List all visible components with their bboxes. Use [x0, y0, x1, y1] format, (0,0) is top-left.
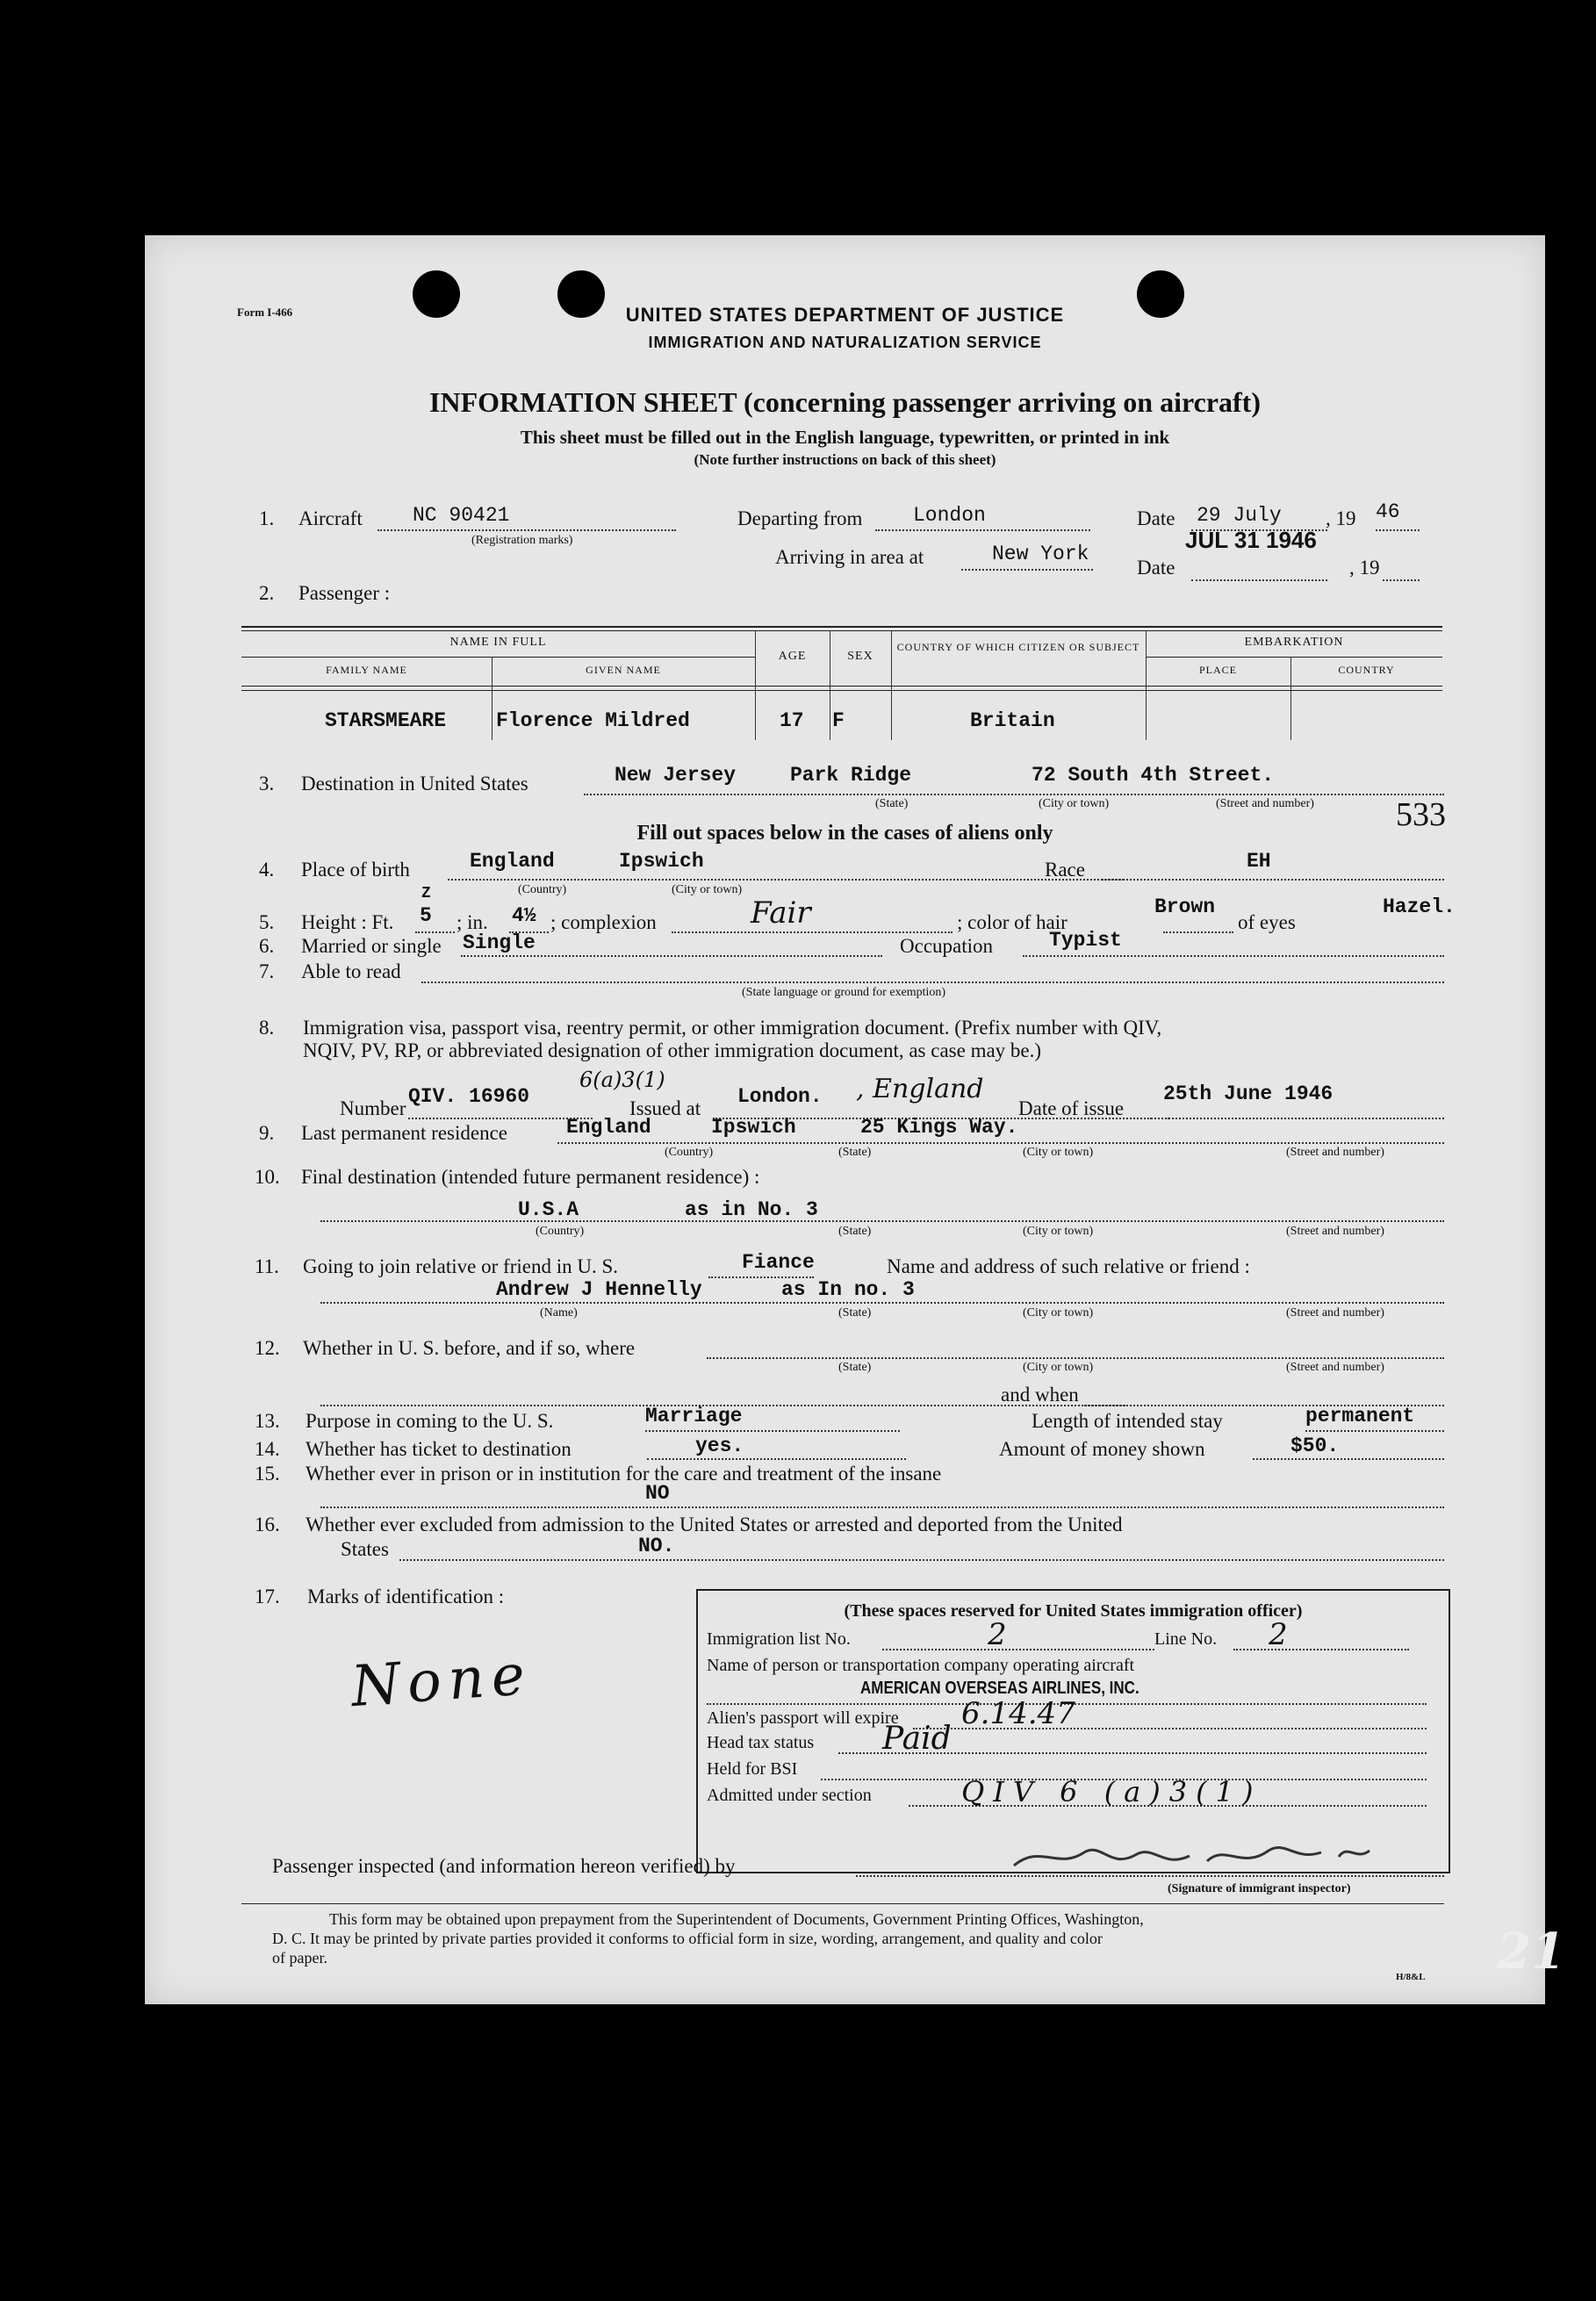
excluded-value[interactable]: NO.	[638, 1535, 675, 1557]
birth-city[interactable]: Ipswich	[619, 850, 704, 873]
destination-city[interactable]: Park Ridge	[790, 764, 912, 787]
complexion-value[interactable]: Fair	[751, 895, 811, 931]
relative-label: Going to join relative or friend in U. S.	[303, 1255, 618, 1277]
sub-street: (Street and number)	[1286, 1306, 1384, 1319]
item-number: 14.	[255, 1438, 280, 1460]
relative-name[interactable]: Andrew J Hennelly	[496, 1278, 702, 1301]
date-label: Date	[1137, 507, 1175, 529]
purpose-label: Purpose in coming to the U. S.	[306, 1410, 554, 1432]
money-value[interactable]: $50.	[1290, 1435, 1340, 1457]
excluded-label-2: States	[341, 1538, 389, 1560]
document-text-2: NQIV, PV, RP, or abbreviated designation of other immigration document, as case may be.)	[303, 1039, 1042, 1061]
form-sheet	[145, 235, 1545, 2004]
identification-value[interactable]: None	[349, 1642, 534, 1721]
table-header-age: AGE	[778, 650, 807, 663]
arriving-label: Arriving in area at	[775, 546, 924, 568]
date-year-prefix: , 19	[1326, 507, 1356, 529]
table-header-given: GIVEN NAME	[586, 664, 661, 676]
sub-street: (Street and number)	[1216, 797, 1314, 810]
passenger-given-name[interactable]: Florence Mildred	[496, 709, 690, 732]
tax-label: Head tax status	[707, 1733, 815, 1752]
identification-label: Marks of identification :	[307, 1586, 505, 1607]
officer-heading: (These spaces reserved for United States immigration officer)	[844, 1601, 1303, 1621]
table-header-sex: SEX	[847, 650, 873, 663]
height-feet[interactable]: 5	[420, 904, 432, 927]
departing-label: Departing from	[737, 507, 863, 529]
item-number: 7.	[259, 960, 275, 982]
residence-street[interactable]: 25 Kings Way.	[860, 1116, 1018, 1139]
stay-label: Length of intended stay	[1032, 1410, 1223, 1432]
footer-code: H/8&L	[1396, 1972, 1426, 1982]
aircraft-value[interactable]: NC 90421	[413, 504, 510, 527]
item-number: 5.	[259, 911, 275, 933]
line-label: Line No.	[1154, 1629, 1218, 1649]
sub-state: (State)	[838, 1146, 872, 1159]
inspected-label: Passenger inspected (and information hereon verified) by	[272, 1855, 736, 1877]
passenger-sex[interactable]: F	[832, 709, 845, 732]
ticket-value[interactable]: yes.	[695, 1435, 744, 1457]
form-subtitle: This sheet must be filled out in the English language, typewritten, or printed in ink	[520, 427, 1170, 448]
residence-city[interactable]: Ipswich	[711, 1116, 796, 1139]
item-number: 10.	[255, 1166, 280, 1188]
sub-city: (City or town)	[1023, 1225, 1094, 1238]
marital-value[interactable]: Single	[463, 931, 536, 954]
item-number: 12.	[255, 1337, 280, 1359]
table-header-emb-country: COUNTRY	[1338, 664, 1395, 676]
race-label: Race	[1045, 859, 1085, 881]
sub-city: (City or town)	[1023, 1361, 1094, 1374]
table-header-name: NAME IN FULL	[449, 636, 547, 649]
item-number: 17.	[255, 1586, 280, 1607]
item-number: 4.	[259, 859, 275, 881]
form-number: Form I-466	[237, 306, 293, 319]
passenger-age[interactable]: 17	[780, 709, 804, 732]
item-number: 11.	[255, 1255, 279, 1277]
aliens-heading: Fill out spaces below in the cases of aliens only	[636, 822, 1053, 845]
read-label: Able to read	[301, 960, 401, 982]
excluded-label: Whether ever excluded from admission to the United States or arrested and deported from the United	[306, 1514, 1123, 1535]
item-number: 3.	[259, 773, 275, 795]
sub-country: (Country)	[518, 883, 567, 896]
destination-state[interactable]: New Jersey	[615, 764, 737, 787]
table-header-place: PLACE	[1198, 664, 1237, 676]
race-value[interactable]: EH	[1247, 850, 1271, 873]
hair-label: ; color of hair	[957, 911, 1068, 933]
sub-city: (City or town)	[1023, 1146, 1094, 1159]
item-number: 8.	[259, 1017, 275, 1039]
tax-value[interactable]: Paid	[882, 1721, 952, 1757]
item-number: 15.	[255, 1463, 280, 1485]
residence-country[interactable]: England	[566, 1116, 651, 1139]
final-destination-label: Final destination (intended future permanent residence) :	[301, 1166, 760, 1188]
passenger-country[interactable]: Britain	[970, 709, 1055, 732]
item-number: 9.	[259, 1122, 275, 1144]
footer-line-1: This form may be obtained upon prepayment from the Superintendent of Documents, Government Printing Offices, Washington,	[329, 1910, 1144, 1928]
final-rest[interactable]: as in No. 3	[685, 1198, 818, 1221]
table-header-country: COUNTRY OF WHICH CITIZEN OR SUBJECT	[896, 641, 1140, 653]
sub-street: (Street and number)	[1286, 1146, 1384, 1159]
sub-state: (State)	[875, 797, 909, 810]
prison-value[interactable]: NO	[645, 1482, 670, 1505]
issued-label: Issued at	[629, 1097, 701, 1119]
departing-value[interactable]: London	[913, 504, 986, 527]
issued-handwritten: , England	[856, 1074, 984, 1104]
form-title: INFORMATION SHEET (concerning passenger arriving on aircraft)	[429, 386, 1261, 418]
item-number: 16.	[255, 1514, 280, 1535]
height-inches[interactable]: 4½	[512, 904, 536, 927]
corner-number: 21	[1497, 1923, 1565, 1981]
item-number: 13.	[255, 1410, 280, 1432]
complexion-label: ; complexion	[550, 911, 657, 933]
aircraft-label: Aircraft	[298, 507, 363, 529]
height-mark: Z	[421, 885, 431, 902]
hair-value[interactable]: Brown	[1154, 895, 1216, 918]
birthplace-label: Place of birth	[301, 859, 410, 881]
money-label: Amount of money shown	[999, 1438, 1205, 1460]
section-label: Admitted under section	[707, 1786, 872, 1805]
date2-suffix: , 19	[1349, 557, 1380, 579]
department-name: UNITED STATES DEPARTMENT OF JUSTICE	[625, 304, 1065, 326]
document-text-1: Immigration visa, passport visa, reentry permit, or other immigration document. (Prefix number with QIV,	[303, 1017, 1162, 1039]
passenger-label: Passenger :	[298, 582, 391, 604]
final-country[interactable]: U.S.A	[518, 1198, 579, 1221]
issued-at[interactable]: London.	[737, 1085, 823, 1108]
occupation-label: Occupation	[900, 935, 994, 957]
date-value[interactable]: 29 July	[1197, 504, 1282, 527]
destination-label: Destination in United States	[301, 773, 528, 795]
relation-value[interactable]: Fiance	[742, 1251, 815, 1274]
sub-street: (Street and number)	[1286, 1225, 1384, 1238]
issue-date[interactable]: 25th June 1946	[1163, 1082, 1334, 1105]
purpose-value[interactable]: Marriage	[645, 1405, 743, 1427]
bsi-label: Held for BSI	[707, 1759, 798, 1779]
arriving-value[interactable]: New York	[992, 543, 1089, 565]
sub-state: (State)	[838, 1225, 872, 1238]
date-year[interactable]: 46	[1376, 500, 1400, 523]
footer-line-3: of paper.	[272, 1949, 327, 1967]
sub-country: (Country)	[536, 1225, 585, 1238]
height-in-label: ; in.	[457, 911, 488, 933]
ticket-label: Whether has ticket to destination	[306, 1438, 572, 1460]
relative-rest[interactable]: as In no. 3	[781, 1278, 915, 1301]
form-note: (Note further instructions on back of this sheet)	[694, 451, 996, 468]
aircraft-sub: (Registration marks)	[471, 534, 573, 547]
footer-line-2: D. C. It may be printed by private parties provided it conforms to official form in size, wording, arrangement, and quality and color	[272, 1930, 1103, 1947]
occupation-value[interactable]: Typist	[1049, 929, 1122, 952]
carrier-label: Name of person or transportation company operating aircraft	[707, 1656, 1135, 1675]
item-number: 6.	[259, 935, 275, 957]
list-label: Immigration list No.	[707, 1629, 851, 1649]
sub-state: (State)	[838, 1361, 872, 1374]
read-sub: (State language or ground for exemption)	[742, 986, 946, 999]
sub-street: (Street and number)	[1286, 1361, 1384, 1374]
passenger-family-name[interactable]: STARSMEARE	[325, 709, 447, 732]
stay-value[interactable]: permanent	[1305, 1405, 1415, 1427]
marital-label: Married or single	[301, 935, 442, 957]
sub-name: (Name)	[540, 1306, 578, 1319]
line-value[interactable]: 2	[1269, 1617, 1288, 1652]
when-label: and when	[1001, 1384, 1079, 1406]
relative-name-label: Name and address of such relative or friend :	[887, 1255, 1250, 1277]
list-value[interactable]: 2	[988, 1617, 1007, 1652]
service-name: IMMIGRATION AND NATURALIZATION SERVICE	[648, 334, 1042, 351]
date2-label: Date	[1137, 557, 1175, 579]
height-label: Height : Ft.	[301, 911, 394, 933]
doc-number-handwritten: 6(a)3(1)	[579, 1068, 665, 1092]
issue-date-label: Date of issue	[1018, 1097, 1125, 1119]
signature-sub: (Signature of immigrant inspector)	[1168, 1882, 1351, 1895]
before-label: Whether in U. S. before, and if so, where	[303, 1337, 636, 1359]
sub-city: (City or town)	[1039, 797, 1110, 810]
section-value[interactable]: QIV 6 (a)3(1)	[961, 1775, 1262, 1808]
item-number: 1.	[259, 507, 275, 529]
eyes-value[interactable]: Hazel.	[1383, 895, 1456, 918]
date-stamp: JUL 31 1946	[1185, 527, 1317, 553]
carrier-value[interactable]: AMERICAN OVERSEAS AIRLINES, INC.	[860, 1679, 1139, 1698]
table-header-family: FAMILY NAME	[326, 664, 407, 676]
passport-label: Alien's passport will expire	[707, 1708, 899, 1728]
doc-number-label: Number	[340, 1097, 406, 1119]
eyes-label: of eyes	[1238, 911, 1296, 933]
residence-label: Last permanent residence	[301, 1122, 507, 1144]
table-header-embarkation: EMBARKATION	[1244, 636, 1344, 649]
sub-city: (City or town)	[672, 883, 743, 896]
page-number: 533	[1396, 796, 1446, 833]
prison-label: Whether ever in prison or in institution for the care and treatment of the insane	[306, 1463, 942, 1485]
sub-country: (Country)	[665, 1146, 714, 1159]
birth-country[interactable]: England	[470, 850, 555, 873]
officer-box	[696, 1589, 1450, 1873]
sub-state: (State)	[838, 1306, 872, 1319]
passport-value[interactable]: 6.14.47	[961, 1696, 1075, 1731]
item-number: 2.	[259, 582, 275, 604]
inspector-signature	[1005, 1835, 1374, 1879]
doc-number[interactable]: QIV. 16960	[408, 1085, 530, 1108]
sub-city: (City or town)	[1023, 1306, 1094, 1319]
destination-street[interactable]: 72 South 4th Street.	[1032, 764, 1275, 787]
